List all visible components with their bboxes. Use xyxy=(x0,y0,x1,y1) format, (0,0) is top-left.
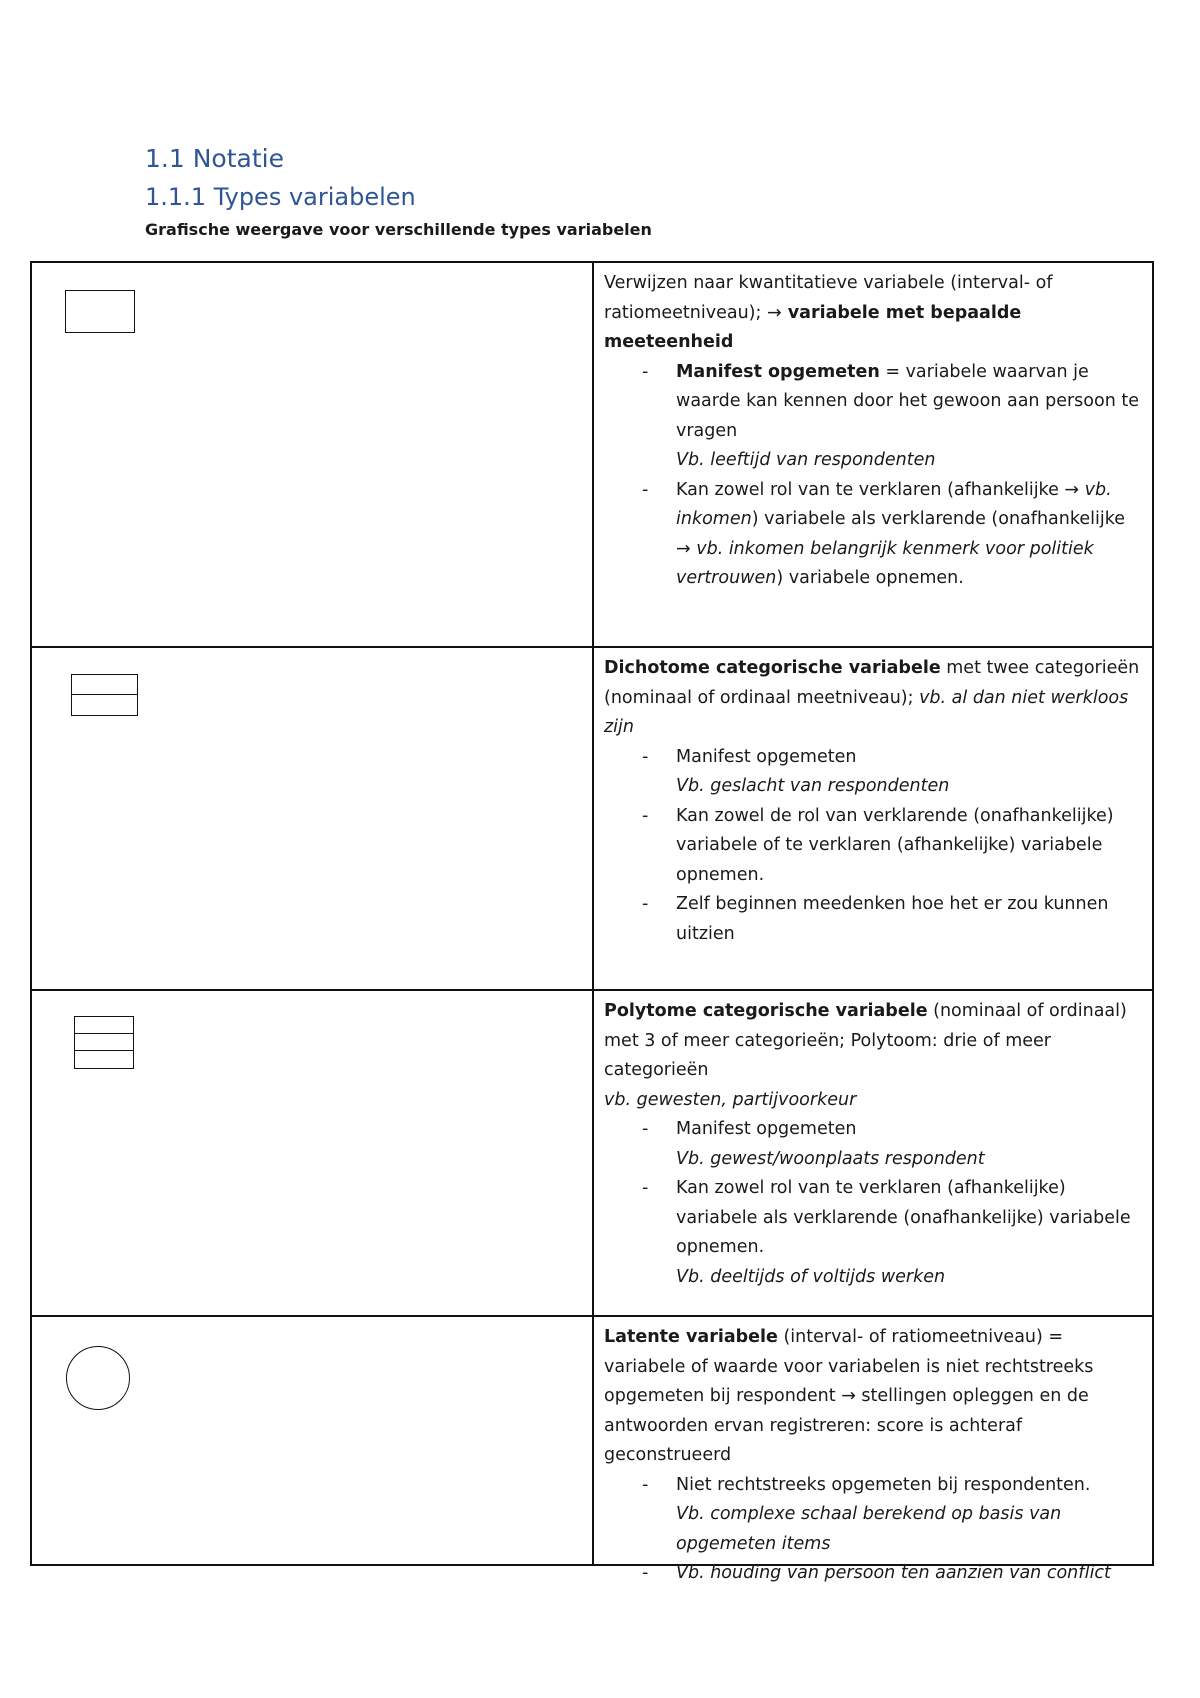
table-row xyxy=(32,263,1152,648)
table-row xyxy=(32,648,1152,991)
list-item: - Kan zowel de rol van verklarende (onafhankelijke) variabele of te verklaren (afhankelijke) variabele opnemen. xyxy=(604,802,1144,891)
list-item: - Kan zowel rol van te verklaren (afhankelijke) variabele als verklarende (onafhankelijke) variabele opnemen. xyxy=(604,1174,1144,1263)
list-item: - Vb. houding van persoon ten aanzien van conflict xyxy=(604,1559,1144,1589)
description-cell xyxy=(604,654,1144,949)
description-cell xyxy=(604,997,1144,1292)
row-intro: Verwijzen naar kwantitatieve variabele (interval- of ratiomeetniveau); → variabele met bepaalde meeteenheid xyxy=(604,273,1053,352)
dichotomous-box-icon xyxy=(71,674,138,716)
variable-types-table xyxy=(30,261,1154,1583)
table-row xyxy=(32,1317,1152,1583)
rectangle-symbol-icon xyxy=(65,290,135,333)
arrow-icon: → xyxy=(766,302,782,323)
example-text: Vb. deeltijds of voltijds werken xyxy=(676,1266,946,1287)
polytomous-box-icon xyxy=(74,1016,134,1069)
symbol-cell xyxy=(32,648,594,989)
list-item: - Manifest opgemeten = variabele waarvan je waarde kan kennen door het gewoon aan persoon te vragen xyxy=(604,358,1144,447)
section-heading: 1.1 Notatie xyxy=(145,144,284,173)
list-item: - Zelf beginnen meedenken hoe het er zou kunnen uitzien xyxy=(604,890,1144,949)
symbol-cell xyxy=(32,991,594,1315)
example-text: Vb. geslacht van respondenten xyxy=(676,776,950,796)
symbol-cell xyxy=(32,1317,594,1564)
row-title: Dichotome categorische variabele met twee categorieën (nominaal of ordinaal meetniveau); vb. al dan niet werkloos zijn xyxy=(604,658,1140,737)
subsection-heading: 1.1.1 Types variabelen xyxy=(145,183,416,211)
row-title: Latente variabele (interval- of ratiomeetniveau) = variabele of waarde voor variabelen is niet rechtstreeks opgemeten bij respondent → stellingen opleggen en de antwoorden ervan registreren: score is achteraf geconstrueerd xyxy=(604,1327,1094,1465)
table-row xyxy=(32,991,1152,1317)
example-text: Vb. leeftijd van respondenten xyxy=(676,450,936,470)
circle-symbol-icon xyxy=(66,1346,130,1410)
list-item: - Kan zowel rol van te verklaren (afhankelijke → vb. inkomen) variabele als verklarende (onafhankelijke → vb. inkomen belangrijk kenmerk voor politiek vertrouwen) variabele opnemen. xyxy=(604,476,1144,594)
list-item: - Niet rechtstreeks opgemeten bij respondenten. xyxy=(604,1471,1144,1501)
description-cell xyxy=(604,269,1144,594)
symbol-cell xyxy=(32,263,594,646)
row-title: Polytome categorische variabele (nominaal of ordinaal) met 3 of meer categorieën; Polytoom: drie of meer categorieën xyxy=(604,1001,1127,1080)
list-item: - Manifest opgemeten xyxy=(604,743,1144,773)
table-caption: Grafische weergave voor verschillende types variabelen xyxy=(145,220,652,239)
list-item: - Manifest opgemeten xyxy=(604,1115,1144,1145)
example-text: Vb. complexe schaal berekend op basis van opgemeten items xyxy=(676,1504,1062,1554)
description-cell xyxy=(604,1323,1144,1589)
example-text: Vb. gewest/woonplaats respondent xyxy=(676,1148,985,1169)
row-example: vb. gewesten, partijvoorkeur xyxy=(604,1089,857,1110)
